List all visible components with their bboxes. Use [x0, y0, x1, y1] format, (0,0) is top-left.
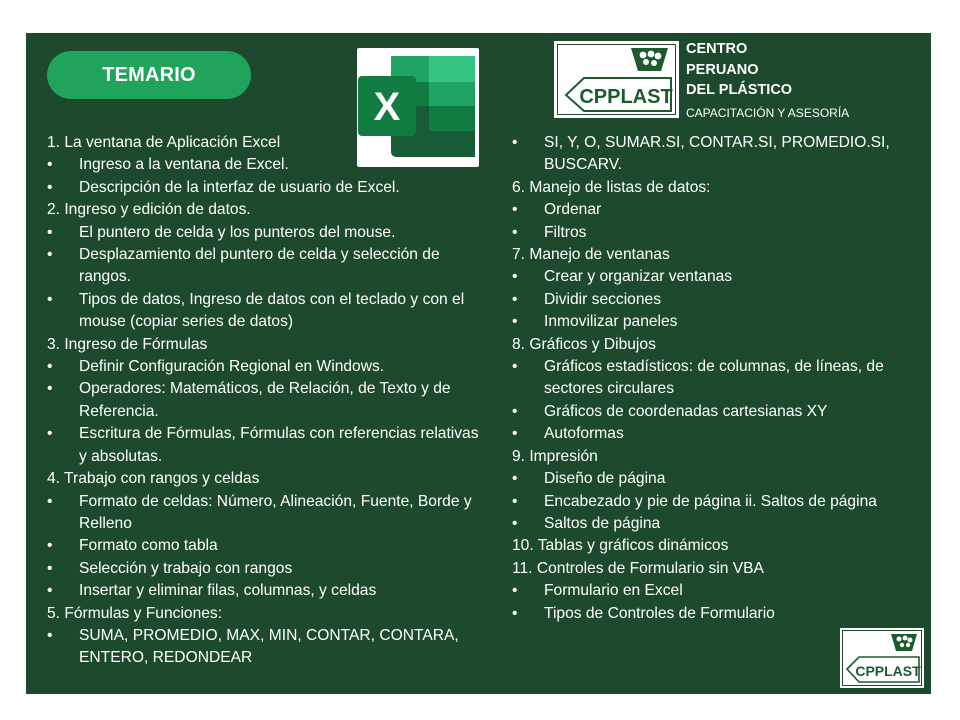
list-item: [47, 378, 487, 423]
list-item: [512, 289, 917, 311]
list-item-text: El puntero de celda y los punteros del mouse.: [79, 223, 396, 241]
list-item: [512, 199, 917, 221]
list-item-text: Gráficos de coordenadas cartesianas XY: [544, 402, 828, 420]
bullet: •: [47, 358, 53, 376]
list-item: [512, 266, 917, 288]
list-item-text: Ordenar: [544, 201, 602, 219]
list-item-text: Insertar y eliminar filas, columnas, y celdas: [79, 582, 377, 600]
excel-letter: X: [373, 85, 401, 129]
list-item-text: Filtros: [544, 223, 587, 241]
bullet: •: [512, 604, 518, 622]
list-item: [512, 423, 917, 445]
list-item: [512, 311, 917, 333]
org-line-2: PERUANO: [686, 61, 759, 78]
bullet: •: [512, 514, 518, 532]
section-heading: 8. Gráficos y Dibujos: [512, 335, 656, 353]
list-item-text: Escritura de Fórmulas, Fórmulas con referencias relativas y absolutas.: [79, 425, 479, 465]
section-heading: 2. Ingreso y edición de datos.: [47, 201, 251, 219]
bullet: •: [512, 582, 518, 600]
list-item: [47, 491, 487, 536]
list-item: [512, 401, 917, 423]
section-heading: 5. Fórmulas y Funciones:: [47, 604, 223, 622]
cpplast-emblem-icon: [631, 48, 668, 71]
list-item: [47, 177, 487, 199]
list-item: [512, 468, 917, 490]
list-item-text: Dividir secciones: [544, 290, 661, 308]
section-heading: 6. Manejo de listas de datos:: [512, 178, 711, 196]
section-heading: 11. Controles de Formulario sin VBA: [512, 559, 764, 577]
syllabus-right-column: [512, 132, 917, 625]
list-item-text: SUMA, PROMEDIO, MAX, MIN, CONTAR, CONTARA, ENTERO, REDONDEAR: [79, 626, 459, 667]
bullet: •: [512, 290, 518, 308]
list-item-text: Diseño de página: [544, 470, 666, 488]
bullet: •: [47, 626, 53, 644]
list-item: [47, 356, 487, 378]
section-heading: 4. Trabajo con rangos y celdas: [47, 470, 260, 488]
list-item-text: Saltos de página: [544, 514, 661, 532]
section-heading: 1. La ventana de Aplicación Excel: [47, 134, 281, 151]
list-item: [47, 222, 487, 244]
list-item: [512, 132, 917, 177]
list-item: [47, 558, 487, 580]
list-item-text: Formato como tabla: [79, 537, 218, 555]
list-item: [512, 580, 917, 602]
cpplast-logo-text: CPPLAST: [579, 86, 673, 108]
bullet: •: [47, 425, 53, 443]
list-item: [47, 244, 487, 289]
list-item-text: Formulario en Excel: [544, 582, 683, 600]
list-item-text: Autoformas: [544, 425, 624, 443]
list-item-text: Desplazamiento del puntero de celda y selección de rangos.: [79, 246, 440, 286]
bullet: •: [512, 425, 518, 443]
list-item-text: Tipos de Controles de Formulario: [544, 604, 775, 622]
temario-pill: [47, 51, 251, 99]
bullet: •: [512, 313, 518, 331]
cpplast-footer-emblem-icon: [891, 634, 917, 651]
list-item: [47, 289, 487, 334]
bullet: •: [512, 470, 518, 488]
section-heading: 7. Manejo de ventanas: [512, 246, 670, 264]
list-item-text: Selección y trabajo con rangos: [79, 559, 293, 577]
bullet: •: [47, 492, 53, 510]
list-item: [47, 423, 487, 468]
bullet: •: [47, 246, 53, 264]
cpplast-logo: [554, 41, 679, 118]
bullet: •: [512, 358, 518, 376]
bullet: •: [512, 134, 518, 151]
bullet: •: [47, 178, 53, 196]
list-item-text: SI, Y, O, SUMAR.SI, CONTAR.SI, PROMEDIO.SI, BUSCARV.: [544, 134, 890, 174]
list-item-text: Formato de celdas: Número, Alineación, Fuente, Borde y Relleno: [79, 492, 472, 532]
list-item-text: Definir Configuración Regional en Windows.: [79, 358, 385, 376]
bullet: •: [47, 559, 53, 577]
bullet: •: [512, 223, 518, 241]
list-item: [47, 580, 487, 602]
org-line-1: CENTRO: [686, 41, 748, 57]
list-item: [512, 603, 917, 625]
bullet: •: [47, 380, 53, 398]
bullet: •: [47, 582, 53, 600]
section-heading: 3. Ingreso de Fórmulas: [47, 335, 208, 353]
list-item: [512, 222, 917, 244]
cpplast-footer-logo: [840, 628, 924, 688]
section-heading: 10. Tablas y gráficos dinámicos: [512, 537, 729, 555]
bullet: •: [47, 537, 53, 555]
bullet: •: [47, 156, 53, 174]
bullet: •: [47, 223, 53, 241]
list-item: [512, 491, 917, 513]
list-item-text: Ingreso a la ventana de Excel.: [79, 156, 289, 174]
list-item-text: Tipos de datos, Ingreso de datos con el teclado y con el mouse (copiar series de datos): [79, 290, 465, 331]
list-item-text: Gráficos estadísticos: de columnas, de líneas, de sectores circulares: [544, 358, 884, 398]
list-item-text: Descripción de la interfaz de usuario de Excel.: [79, 178, 400, 196]
list-item: [47, 625, 487, 670]
list-item: [47, 535, 487, 557]
list-item: [47, 154, 487, 176]
list-item-text: Operadores: Matemáticos, de Relación, de Texto y de Referencia.: [79, 380, 451, 420]
section-heading: 9. Impresión: [512, 447, 598, 465]
org-tagline: CAPACITACIÓN Y ASESORÍA: [686, 106, 850, 120]
syllabus-left-column: [47, 132, 487, 670]
bullet: •: [512, 201, 518, 219]
cpplast-footer-logo-text: CPPLAST: [855, 663, 921, 679]
org-line-3: DEL PLÁSTICO: [686, 82, 793, 98]
list-item: [512, 513, 917, 535]
list-item-text: Crear y organizar ventanas: [544, 268, 733, 286]
list-item-text: Inmovilizar paneles: [544, 313, 678, 331]
bullet: •: [512, 492, 518, 510]
temario-label: TEMARIO: [102, 63, 196, 86]
list-item: [512, 356, 917, 401]
bullet: •: [512, 268, 518, 286]
bullet: •: [47, 290, 53, 308]
organization-name: [686, 39, 792, 101]
list-item-text: Encabezado y pie de página ii. Saltos de página: [544, 492, 877, 510]
bullet: •: [512, 402, 518, 420]
